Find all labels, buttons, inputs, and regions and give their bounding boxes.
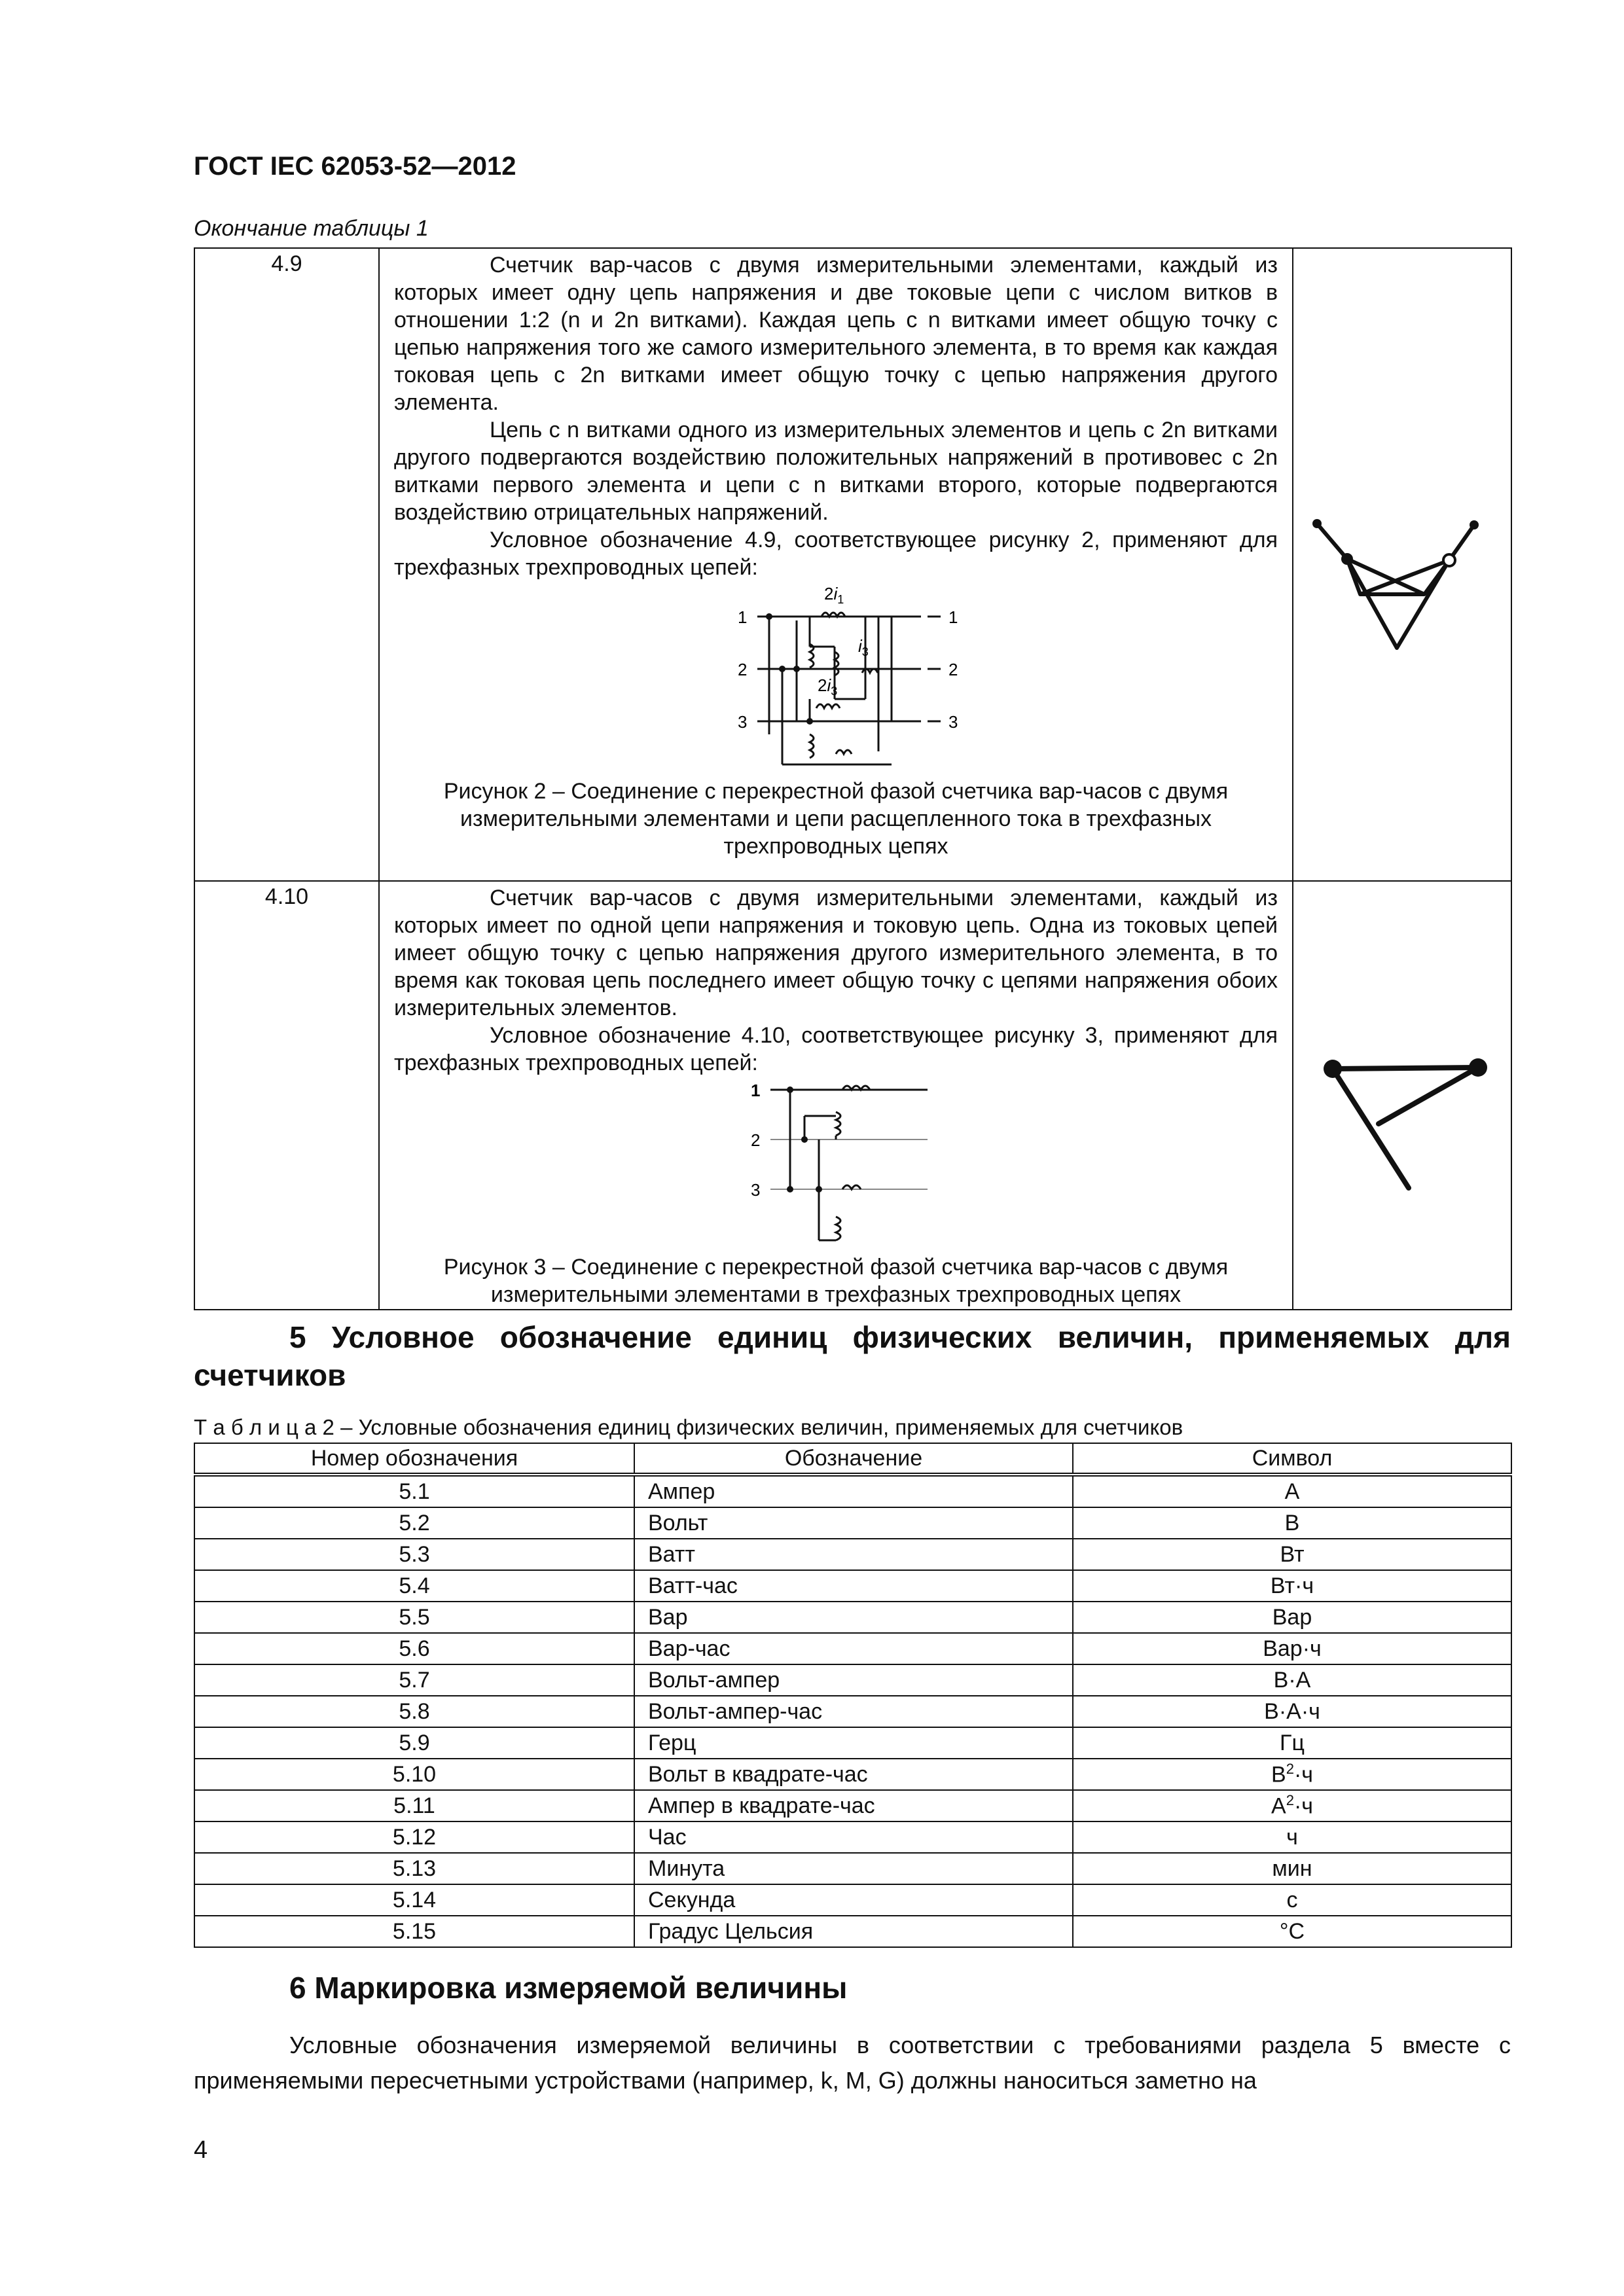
table-row: [194, 1570, 1511, 1602]
unit-number: 5.4: [194, 1570, 634, 1602]
unit-symbol: [1073, 1727, 1511, 1759]
page-number: 4: [194, 2136, 208, 2164]
figure-caption: Рисунок 3 – Соединение с перекрестной фазой счетчика вар-часов с двумя измерительными элементами в трехфазных трехпроводных цепях: [443, 1255, 1229, 1307]
symbol-base: мин: [1272, 1856, 1312, 1881]
symbols-table: [194, 247, 1512, 1310]
table-row: [194, 1916, 1511, 1947]
symbol-base: А: [1284, 1479, 1300, 1504]
table-row: [194, 1633, 1511, 1664]
symbol-base: А: [1271, 1793, 1286, 1819]
unit-number: 5.13: [194, 1853, 634, 1884]
section-5-heading: 5 Условное обозначение единиц физических величин, применяемых для счетчиков: [194, 1320, 1511, 1392]
symbol-exponent: 2: [1286, 1761, 1294, 1778]
open-triangle-symbol-icon: [1293, 882, 1509, 1306]
unit-name: Вольт в квадрате-час: [634, 1759, 1073, 1790]
table-row: [194, 881, 1511, 1310]
figure-caption: Рисунок 2 – Соединение с перекрестной фазой счетчика вар-часов с двумя измерительными элементами и цепи расщепленного тока в трехфазных трехпроводных цепях: [443, 779, 1229, 859]
section-6-heading: 6 Маркировка измеряемой величины: [289, 1971, 848, 2005]
table-row: [194, 1507, 1511, 1539]
unit-symbol: [1073, 1821, 1511, 1853]
unit-symbol: [1073, 1507, 1511, 1539]
symbol-base: В·А: [1273, 1667, 1311, 1693]
table-label: Т а б л и ц а: [194, 1415, 317, 1439]
table-row: [194, 1853, 1511, 1884]
unit-symbol: [1073, 1790, 1511, 1821]
unit-number: 5.11: [194, 1790, 634, 1821]
table-row: [194, 1884, 1511, 1916]
description-paragraph: Счетчик вар-часов с двумя измерительными элементами, каждый из которых имеет одну цепь напряжения и две токовые цепи с числом витков в отношении 1:2 (n и 2n витками). Каждая цепь с n витками имеет общую точку с цепью напряжения того же самого измерительного элемента, в то время как каждая токовая цепь с 2n витками имеет общую точку с цепью напряжения другого элемента.: [394, 253, 1278, 415]
symbol-base: с: [1286, 1887, 1298, 1912]
table-row: [194, 248, 1511, 881]
unit-name: Минута: [634, 1853, 1073, 1884]
section-6-body: Условные обозначения измеряемой величины в соответствии с требованиями раздела 5 вместе с применяемыми пересчетными устройствами (например, k, M, G) должны наноситься заметно на: [194, 2032, 1511, 2094]
description-paragraph: Условное обозначение 4.10, соответствующее рисунку 3, применяют для трехфазных трехпроводных цепей:: [394, 1023, 1278, 1075]
symbol-tail: ·ч: [1293, 1762, 1313, 1787]
unit-name: Вар: [634, 1602, 1073, 1633]
coil-label: $2i_1$: [824, 584, 844, 606]
symbol-base: Вар·ч: [1263, 1636, 1322, 1661]
unit-number: 5.10: [194, 1759, 634, 1790]
table-row: [194, 1727, 1511, 1759]
column-header: Обозначение: [634, 1443, 1073, 1475]
row-number: 4.9: [194, 248, 379, 881]
unit-symbol: [1073, 1633, 1511, 1664]
symbol-base: В: [1271, 1762, 1286, 1787]
unit-symbol: [1073, 1602, 1511, 1633]
line-label: 1: [751, 1081, 761, 1100]
unit-name: Секунда: [634, 1884, 1073, 1916]
line-label: 1: [948, 607, 958, 627]
symbol-base: В: [1284, 1510, 1300, 1535]
line-label: 3: [948, 712, 958, 732]
column-header: Символ: [1073, 1443, 1511, 1475]
unit-number: 5.15: [194, 1916, 634, 1947]
coil-label: $2i_3$: [818, 675, 838, 698]
unit-number: 5.6: [194, 1633, 634, 1664]
unit-number: 5.1: [194, 1475, 634, 1507]
units-table: [194, 1443, 1512, 1948]
table-row: [194, 1602, 1511, 1633]
document-code: ГОСТ IEC 62053-52—2012: [194, 152, 516, 181]
table-row: [194, 1539, 1511, 1570]
unit-number: 5.12: [194, 1821, 634, 1853]
unit-name: Вольт-ампер-час: [634, 1696, 1073, 1727]
symbol-base: Вт: [1280, 1541, 1305, 1567]
unit-name: Вар-час: [634, 1633, 1073, 1664]
table-row: [194, 1790, 1511, 1821]
symbol-tail: ·ч: [1293, 1793, 1313, 1819]
unit-number: 5.8: [194, 1696, 634, 1727]
unit-number: 5.14: [194, 1884, 634, 1916]
unit-symbol: [1073, 1759, 1511, 1790]
table-row: [194, 1759, 1511, 1790]
line-label: 3: [738, 712, 748, 732]
coil-label: $i_3$: [858, 636, 869, 658]
symbol-base: В·А·ч: [1264, 1698, 1320, 1724]
unit-number: 5.2: [194, 1507, 634, 1539]
line-label: 2: [948, 660, 958, 679]
symbol-base: Гц: [1280, 1730, 1305, 1755]
description-paragraph: Счетчик вар-часов с двумя измерительными элементами, каждый из которых имеет по одной цепи напряжения и токовую цепь. Одна из токовых цепей имеет общую точку с цепью напряжения другого измерительного элемента, в то время как токовая цепь последнего имеет общую точку с цепями напряжения обоих измерительных элементов.: [394, 886, 1278, 1020]
unit-name: Ампер: [634, 1475, 1073, 1507]
unit-symbol: [1073, 1539, 1511, 1570]
line-label: 1: [738, 607, 748, 627]
unit-number: 5.3: [194, 1539, 634, 1570]
row-description: [379, 881, 1293, 1310]
unit-symbol: [1073, 1664, 1511, 1696]
unit-name: Герц: [634, 1727, 1073, 1759]
unit-number: 5.7: [194, 1664, 634, 1696]
unit-symbol: [1073, 1884, 1511, 1916]
description-paragraph: Цепь с n витками одного из измерительных элементов и цепь с 2n витками другого подвергаются воздействию положительных напряжений в противовес с 2n витками первого элемента и цепи с n витками второго, которые подвергаются воздействию отрицательных напряжений.: [394, 418, 1278, 525]
unit-name: Вольт-ампер: [634, 1664, 1073, 1696]
table-row: [194, 1696, 1511, 1727]
unit-number: 5.9: [194, 1727, 634, 1759]
unit-symbol: [1073, 1570, 1511, 1602]
table-continuation-label: Окончание таблицы 1: [194, 216, 429, 241]
column-header: Номер обозначения: [194, 1443, 634, 1475]
unit-name: Ампер в квадрате-час: [634, 1790, 1073, 1821]
symbol-exponent: 2: [1286, 1792, 1294, 1809]
unit-name: Ватт-час: [634, 1570, 1073, 1602]
line-label: 2: [738, 660, 748, 679]
table-row: [194, 1821, 1511, 1853]
row-description: [379, 248, 1293, 881]
line-label: 2: [751, 1130, 761, 1150]
symbol-base: Вт·ч: [1270, 1573, 1314, 1598]
unit-name: Градус Цельсия: [634, 1916, 1073, 1947]
symbol-cell: [1293, 248, 1511, 881]
unit-symbol: [1073, 1475, 1511, 1507]
table-title-text: 2 – Условные обозначения единиц физических величин, применяемых для счетчиков: [322, 1415, 1183, 1439]
unit-number: 5.5: [194, 1602, 634, 1633]
table-2-title: [194, 1415, 1183, 1440]
line-label: 3: [751, 1180, 761, 1200]
unit-name: Час: [634, 1821, 1073, 1853]
symbol-base: ч: [1286, 1824, 1298, 1850]
symbol-base: °С: [1279, 1918, 1305, 1944]
symbol-base: Вар: [1272, 1604, 1312, 1630]
symbol-cell: [1293, 881, 1511, 1310]
unit-name: Ватт: [634, 1539, 1073, 1570]
figure-3-schematic: [731, 1077, 941, 1253]
unit-name: Вольт: [634, 1507, 1073, 1539]
table-row: [194, 1475, 1511, 1507]
unit-symbol: [1073, 1916, 1511, 1947]
description-paragraph: Условное обозначение 4.9, соответствующее рисунку 2, применяют для трехфазных трехпроводных цепей:: [394, 528, 1278, 580]
table-header-row: [194, 1443, 1511, 1475]
row-number: 4.10: [194, 881, 379, 1310]
crossed-triangle-symbol-icon: [1293, 249, 1509, 877]
unit-symbol: [1073, 1853, 1511, 1884]
table-row: [194, 1664, 1511, 1696]
figure-2-schematic: [705, 581, 967, 778]
unit-symbol: [1073, 1696, 1511, 1727]
